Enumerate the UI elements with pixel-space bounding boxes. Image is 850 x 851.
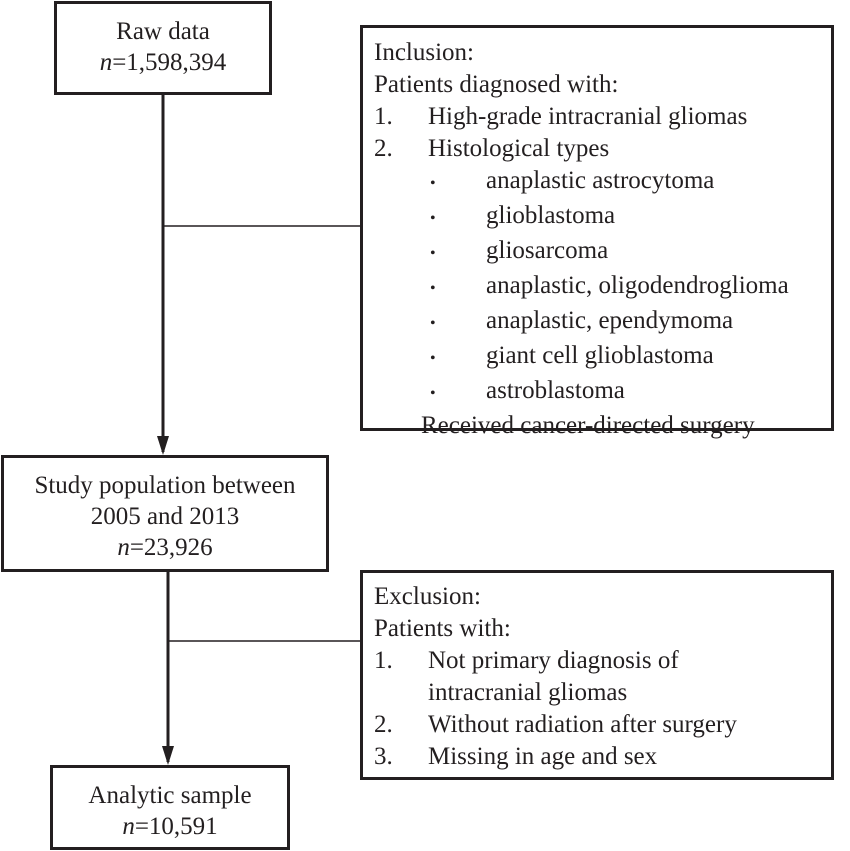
exclusion-intro: Patients with: — [374, 615, 511, 642]
study-population-box — [1, 455, 329, 572]
histological-subtype-item: • gliosarcoma — [430, 235, 831, 270]
inclusion-criteria-box — [360, 25, 834, 439]
bullet-icon: • — [430, 385, 436, 402]
bullet-icon: • — [430, 280, 436, 297]
exclusion-item: 3. Missing in age and sex — [374, 743, 658, 770]
histological-subtype-item: • giant cell glioblastoma — [430, 340, 831, 375]
histological-subtype-item: • anaplastic, oligodendroglioma — [430, 270, 831, 305]
exclusion-criteria-box — [360, 570, 834, 780]
bullet-icon: • — [430, 350, 436, 367]
raw-data-count: n=1,598,394 — [99, 49, 227, 76]
study-population-line1: Study population between — [34, 472, 296, 499]
histological-subtype-item: • anaplastic, ependymoma — [430, 305, 831, 340]
bullet-icon: • — [430, 315, 436, 332]
histological-subtype-item: • glioblastoma — [430, 200, 831, 235]
inclusion-item: 1. High-grade intracranial gliomas — [374, 103, 748, 130]
bullet-icon: • — [430, 245, 436, 262]
study-population-line2: 2005 and 2013 — [90, 503, 240, 530]
analytic-sample-count: n=10,591 — [122, 813, 218, 840]
bullet-icon: • — [430, 210, 436, 227]
arrowhead-study-to-analytic — [162, 746, 174, 765]
bullet-icon: • — [430, 175, 436, 192]
exclusion-item: 2. Without radiation after surgery — [374, 711, 737, 738]
study-population-count: n=23,926 — [117, 534, 213, 561]
histological-subtype-item: • astroblastoma — [430, 375, 831, 410]
exclusion-item: 1. Not primary diagnosis of — [374, 647, 679, 674]
raw-data-label: Raw data — [116, 18, 210, 45]
inclusion-item: 2. Histological types — [374, 135, 610, 162]
analytic-sample-box — [50, 765, 290, 850]
histological-subtype-item: • anaplastic astrocytoma — [430, 165, 831, 200]
inclusion-intro: Patients diagnosed with: — [374, 71, 619, 98]
histological-subtype-list — [374, 165, 831, 410]
arrowhead-raw-to-study — [157, 436, 169, 455]
raw-data-box — [54, 1, 272, 95]
inclusion-footer: Received cancer-directed surgery — [421, 412, 755, 439]
exclusion-item-continuation: intracranial gliomas — [428, 679, 628, 706]
analytic-sample-label: Analytic sample — [88, 782, 252, 809]
exclusion-title: Exclusion: — [374, 583, 481, 610]
inclusion-title: Inclusion: — [374, 39, 474, 66]
